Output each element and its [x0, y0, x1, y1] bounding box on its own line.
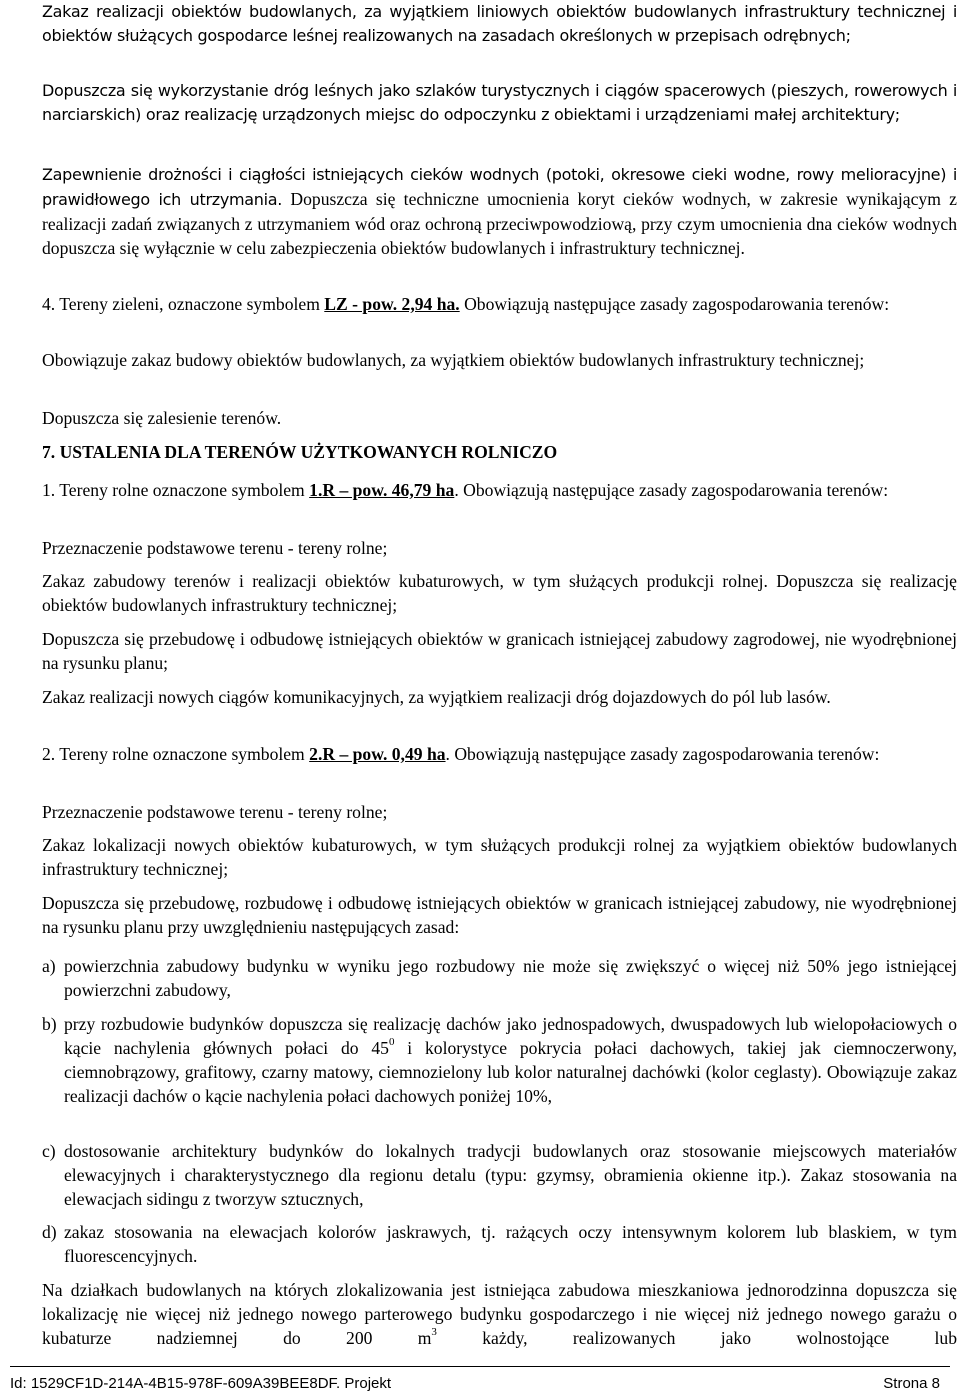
list-item-text: Przeznaczenie podstawowe terenu - tereny rolne; — [42, 538, 388, 558]
section-heading: 7. USTALENIA DLA TERENÓW UŻYTKOWANYCH ROLNICZO — [42, 442, 558, 462]
list-item-text: Dopuszcza się przebudowę, rozbudowę i odbudowę istniejących obiektów w granicach istniejącej zabudowy, nie wyodrębnionej na rysunku planu przy uwzględnieniu następujących zasad: — [42, 893, 957, 937]
section-paragraph: 4. Tereny zieleni, oznaczone symbolem LZ - pow. 2,94 ha. Obowiązują następujące zasady zagospodarowania terenów: — [42, 294, 890, 314]
section-paragraph: 1. Tereny rolne oznaczone symbolem 1.R – pow. 46,79 ha. Obowiązują następujące zasady zagospodarowania terenów: — [42, 480, 889, 500]
list-item-text: Dopuszcza się przebudowę i odbudowę istniejących obiektów w granicach istniejącej zabudowy zagrodowej, nie wyodrębnionej na rysunku planu; — [42, 629, 957, 673]
list-item-text: Przeznaczenie podstawowe terenu - tereny rolne; — [42, 802, 388, 822]
list-item-text: Dopuszcza się techniczne umocnienia koryt cieków wodnych, w zakresie wynikającym z realizacji zadań związanych z utrzymaniem wód oraz ochroną przeciwpowodziową, przy czym umocnienia dna cieków wodnych dopuszcza się wyłącznie w celu zabezpieczenia obiektów budowlanych i infrastruktury technicznej. — [42, 189, 957, 258]
section-paragraph: 2. Tereny rolne oznaczone symbolem 2.R – pow. 0,49 ha. Obowiązują następujące zasady zagospodarowania terenów: — [42, 744, 880, 764]
list-item-text: Zakaz realizacji nowych ciągów komunikacyjnych, za wyjątkiem realizacji dróg dojazdowych do pól lub lasów. — [42, 687, 831, 707]
symbol-label: LZ - pow. 2,94 ha. — [324, 294, 460, 314]
list-item-text: Zakaz realizacji obiektów budowlanych, za wyjątkiem liniowych obiektów budowlanych infrastruktury technicznej i obiektów służących gospodarce leśnej realizowanych na zasadach określonych w przepisach odrębnych; — [42, 2, 957, 45]
list-item-text: Obowiązuje zakaz budowy obiektów budowlanych, za wyjątkiem obiektów budowlanych infrastruktury technicznej; — [42, 350, 865, 370]
sub-list-item-text: zakaz stosowania na elewacjach kolorów jaskrawych, tj. rażących oczy intensywnym kolorem lub blaskiem, w tym fluorescencyjnych. — [64, 1222, 957, 1266]
list-item — [13, 833, 957, 881]
list-item — [13, 162, 957, 260]
list-item — [13, 0, 957, 48]
list-item-text: Zakaz lokalizacji nowych obiektów kubaturowych, w tym służących produkcji rolnej za wyjątkiem obiektów budowlanych infrastruktury technicznej; — [42, 835, 957, 879]
list-item — [13, 685, 957, 709]
superscript: 0 — [388, 1036, 395, 1049]
symbol-label: 1.R – pow. 46,79 ha — [309, 480, 455, 500]
page-number: Strona 8 — [883, 1375, 940, 1392]
sub-list-item: c) dostosowanie architektury budynków do lokalnych tradycji budowlanych oraz stosowanie miejscowych materiałów elewacyjnych i charakterystycznego dla regionu detalu (typu: gzymsy, obramienia okienne itp.). Zakaz stosowania na elewacjach sidingu z tworzyw sztucznych, — [42, 1141, 957, 1209]
sub-list-item-text: dostosowanie architektury budynków do lokalnych tradycji budowlanych oraz stosowanie miejscowych materiałów elewacyjnych i charakterystycznego dla regionu detalu (typu: gzymsy, obramienia okienne itp.). Zakaz stosowania na elewacjach sidingu z tworzyw sztucznych, — [64, 1141, 957, 1209]
sub-list-item: d) zakaz stosowania na elewacjach kolorów jaskrawych, tj. rażących oczy intensywnym kolorem lub blaskiem, w tym fluorescencyjnych. — [42, 1222, 957, 1266]
footer-divider — [10, 1366, 950, 1367]
list-item — [13, 406, 957, 430]
list-item — [13, 536, 957, 560]
list-item-text: Na działkach budowlanych na których zlokalizowania jest istniejąca zabudowa mieszkaniowa jednorodzinna dopuszcza się lokalizację nie więcej niż jednego nowego parterowego budynku gospodarczego i nie więcej niż jednego nowego garażu o kubaturze nadziemnej do 200 m — [42, 1280, 957, 1348]
list-item — [13, 348, 957, 372]
list-item — [13, 79, 957, 127]
sub-list-item-text: powierzchnia zabudowy budynku w wyniku jego rozbudowy nie może się zwiększyć o więcej niż 50% jego istniejącej powierzchni zabudowy, — [64, 956, 957, 1000]
list-item: Na działkach budowlanych na których zlokalizowania jest istniejąca zabudowa mieszkaniowa jednorodzinna dopuszcza się lokalizację nie więcej niż jednego nowego parterowego budynku gospodarczego i nie więcej niż jednego nowego garażu o kubaturze nadziemnej do 200 $m^3$ każdy, realizowanych jako wolnostojące lub — [42, 1280, 957, 1348]
list-item-text: Zapewnienie drożności i ciągłości istniejących cieków wodnych (potoki, okresowe cieki wodne, rowy melioracyjne) i prawidłowego ich utrzymania. — [42, 165, 957, 209]
sub-list-item-text: przy rozbudowie budynków dopuszcza się realizację dachów jako jednospadowych, dwuspadowych lub wielopołaciowych o kącie nachylenia głównych połaci do 45 — [64, 1014, 957, 1058]
list-item — [13, 569, 957, 617]
list-item-text: Dopuszcza się zalesienie terenów. — [42, 408, 282, 428]
superscript: 3 — [431, 1326, 437, 1339]
document-id: Id: 1529CF1D-214A-4B15-978F-609A39BEE8DF. Projekt — [10, 1375, 392, 1392]
sub-list-item: b) przy rozbudowie budynków dopuszcza się realizację dachów jako jednospadowych, dwuspadowych lub wielopołaciowych o kącie nachylenia głównych połaci do $45^0$ i kolorystyce pokrycia połaci dachowych, takiej jak ciemnoczerwony, ciemnobrązowy, grafitowy, czarny matowy, ciemnozielony lub kolor naturalnej dachówki (kolor ceglasty). Obowiązuje zakaz realizacji dachów o kącie nachylenia połaci dachowych poniżej 10%, — [42, 1014, 957, 1106]
symbol-label: 2.R – pow. 0,49 ha — [309, 744, 446, 764]
list-item-text: Zakaz zabudowy terenów i realizacji obiektów kubaturowych, w tym służących produkcji rolnej. Dopuszcza się realizację obiektów budowlanych infrastruktury technicznej; — [42, 571, 957, 615]
sub-list-item: a) powierzchnia zabudowy budynku w wyniku jego rozbudowy nie może się zwiększyć o więcej niż 50% jego istniejącej powierzchni zabudowy, — [42, 956, 957, 1000]
list-item — [13, 800, 957, 824]
list-item — [13, 891, 957, 939]
list-item — [13, 627, 957, 675]
list-item-text: Dopuszcza się wykorzystanie dróg leśnych jako szlaków turystycznych i ciągów spacerowych (pieszych, rowerowych i narciarskich) oraz realizację urządzonych miejsc do odpoczynku z obiektami i urządzeniami małej architektury; — [42, 81, 957, 124]
